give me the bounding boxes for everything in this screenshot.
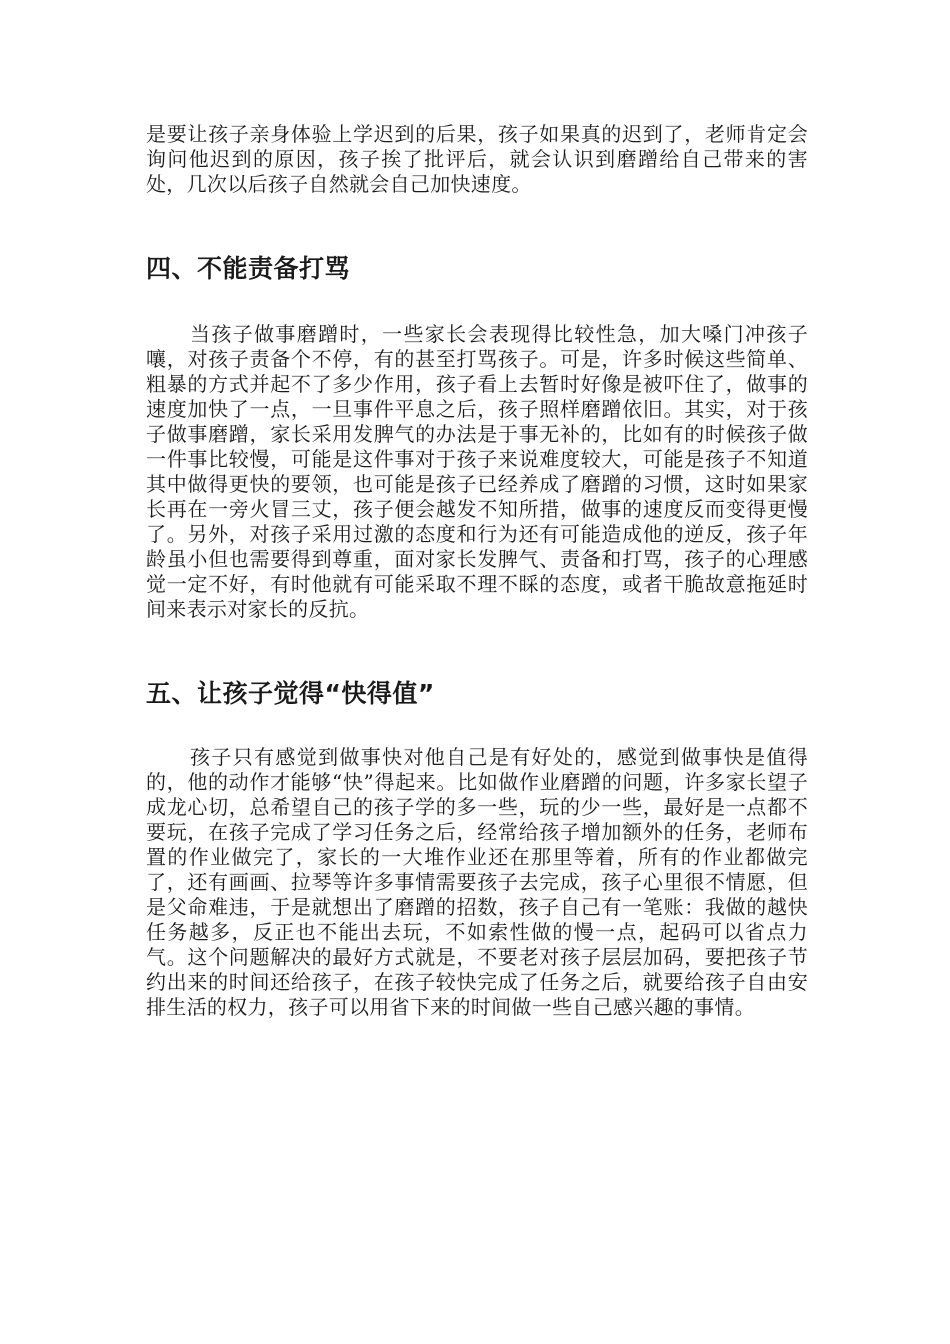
section-4-heading: 四、不能责备打骂: [146, 254, 351, 283]
intro-paragraph: 是要让孩子亲身体验上学迟到的后果，孩子如果真的迟到了，老师肯定会询问他迟到的原因，孩子挨了批评后，就会认识到磨蹭给自己带来的害处，几次以后孩子自然就会自己加快速度。: [146, 122, 808, 196]
document-page: [146, 122, 808, 1020]
section-5-paragraph: 孩子只有感觉到做事快对他自己是有好处的，感觉到做事快是值得的，他的动作才能够“快”得起来。比如做作业磨蹭的问题，许多家长望子成龙心切，总希望自己的孩子学的多一些，玩的少一些，最好是一点都不要玩，在孩子完成了学习任务之后，经常给孩子增加额外的任务，老师布置的作业做完了，家长的一大堆作业还在那里等着，所有的作业都做完了，还有画画、拉琴等许多事情需要孩子去完成，孩子心里很不情愿，但是父命难违，于是就想出了磨蹭的招数，孩子自己有一笔账：我做的越快任务越多，反正也不能出去玩，不如索性做的慢一点，起码可以省点力气。这个问题解决的最好方式就是，不要老对孩子层层加码，要把孩子节约出来的时间还给孩子，在孩子较快完成了任务之后，就要给孩子自由安排生活的权力，孩子可以用省下来的时间做一些自己感兴趣的事情。: [146, 745, 808, 1019]
section-5-heading: 五、让孩子觉得“快得值”: [146, 679, 435, 708]
section-4-paragraph: 当孩子做事磨蹭时，一些家长会表现得比较性急，加大嗓门冲孩子嚷，对孩子责备个不停，有的甚至打骂孩子。可是，许多时候这些简单、粗暴的方式并起不了多少作用，孩子看上去暂时好像是被吓住了，做事的速度加快了一点，一旦事件平息之后，孩子照样磨蹭依旧。其实，对于孩子做事磨蹭，家长采用发脾气的办法是于事无补的，比如有的时候孩子做一件事比较慢，可能是这件事对于孩子来说难度较大，可能是孩子不知道其中做得更快的要领，也可能是孩子已经养成了磨蹭的习惯，这时如果家长再在一旁火冒三丈，孩子便会越发不知所措，做事的速度反而变得更慢了。另外，对孩子采用过激的态度和行为还有可能造成他的逆反，孩子年龄虽小但也需要得到尊重，面对家长发脾气、责备和打骂，孩子的心理感觉一定不好，有时他就有可能采取不理不睬的态度，或者干脆故意拖延时间来表示对家长的反抗。: [146, 322, 808, 621]
